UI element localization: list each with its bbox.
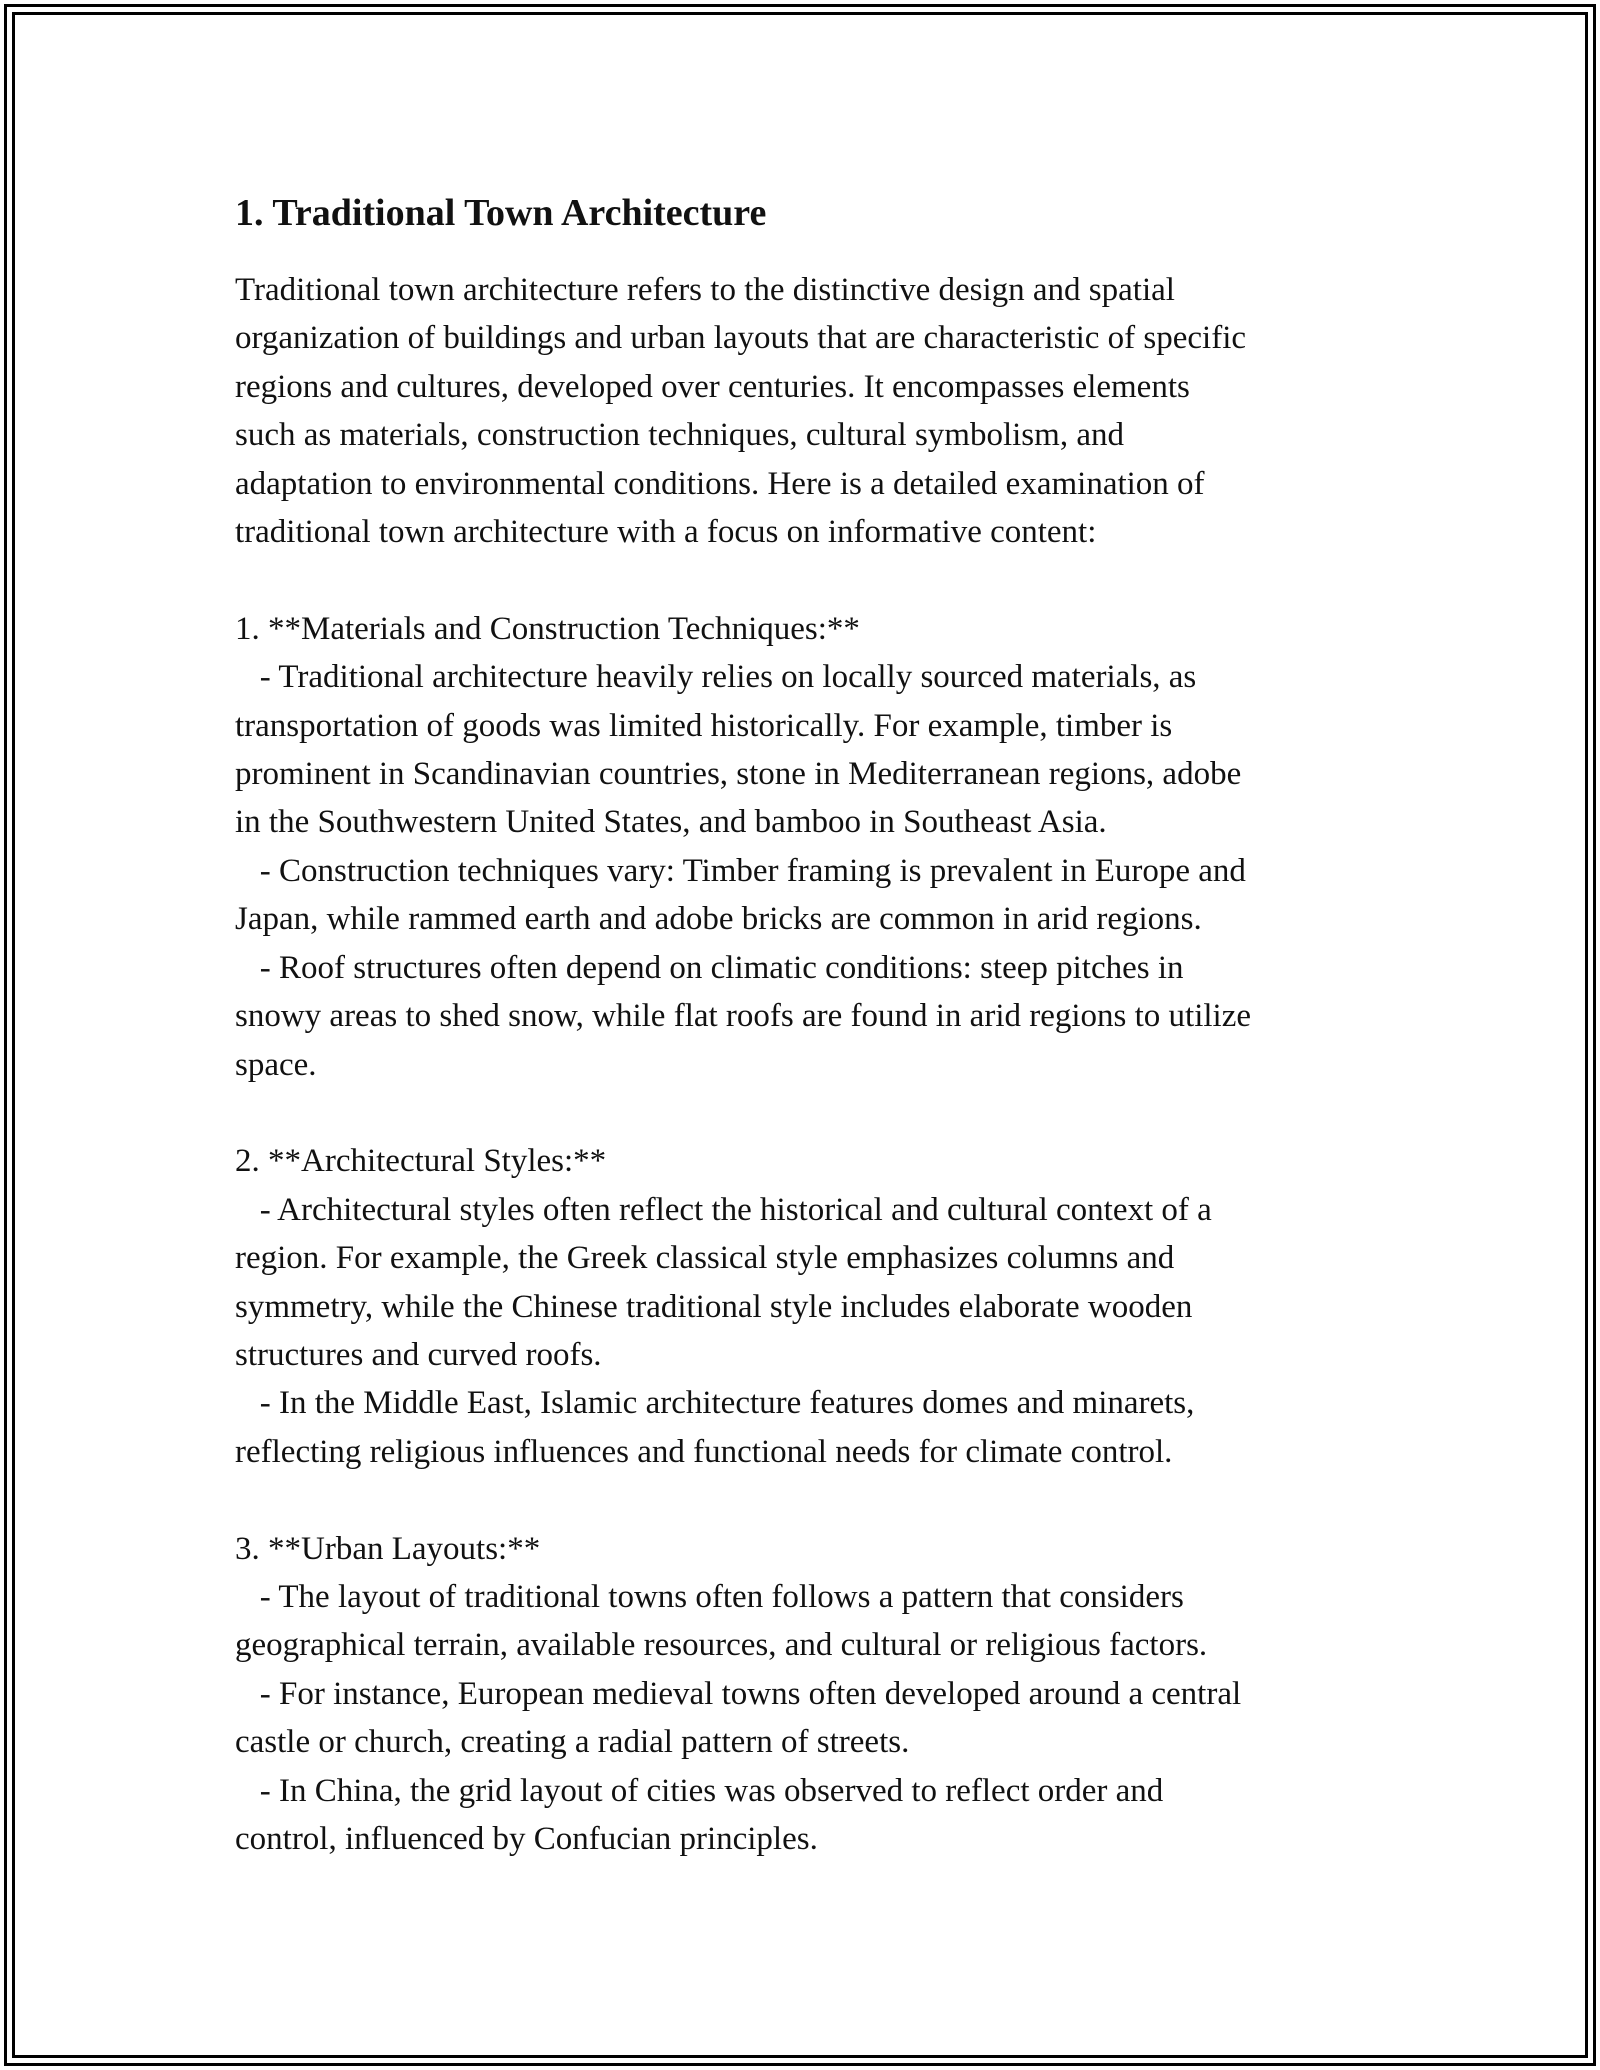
body-text: Traditional town architecture refers to the distinctive design and spatial organization of buildings and urban layouts that are characteristic of specific regions and cultures, developed over centuries. It encompasses elements such as materials, construction techniques, cultural symbolism, and adaptation to environmental conditions. Here is a detailed examination of traditional town architecture with a focus on informative content: 1. **Materials and Construction Techniques:** - Traditional architecture heavily relies on locally sourced materials, as transportation of goods was limited historically. For example, timber is prominent in Scandinavian countries, stone in Mediterranean regions, adobe in the Southwestern United States, and bamboo in Southeast Asia. - Construction techniques vary: Timber framing is prevalent in Europe and Japan, while rammed earth and adobe bricks are common in arid regions. - Roof structures often depend on climatic conditions: steep pitches in snowy areas to shed snow, while flat roofs are found in arid regions to utilize space. 2. **Architectural Styles:** - Architectural styles often reflect the historical and cultural context of a region. For example, the Greek classical style emphasizes columns and symmetry, while the Chinese traditional style includes elaborate wooden structures and curved roofs. - In the Middle East, Islamic architecture features domes and minarets, reflecting religious influences and functional needs for climate control. 3. **Urban Layouts:** - The layout of traditional towns often follows a pattern that considers geographical terrain, available resources, and cultural or religious factors. - For instance, European medieval towns often developed around a central castle or church, creating a radial pattern of streets. - In China, the grid layout of cities was observed to reflect order and control, influenced by Confucian principles. [235,272,1252,1857]
document-content [235,186,1375,1863]
section-title: 1. Traditional Town Architecture [235,192,767,234]
